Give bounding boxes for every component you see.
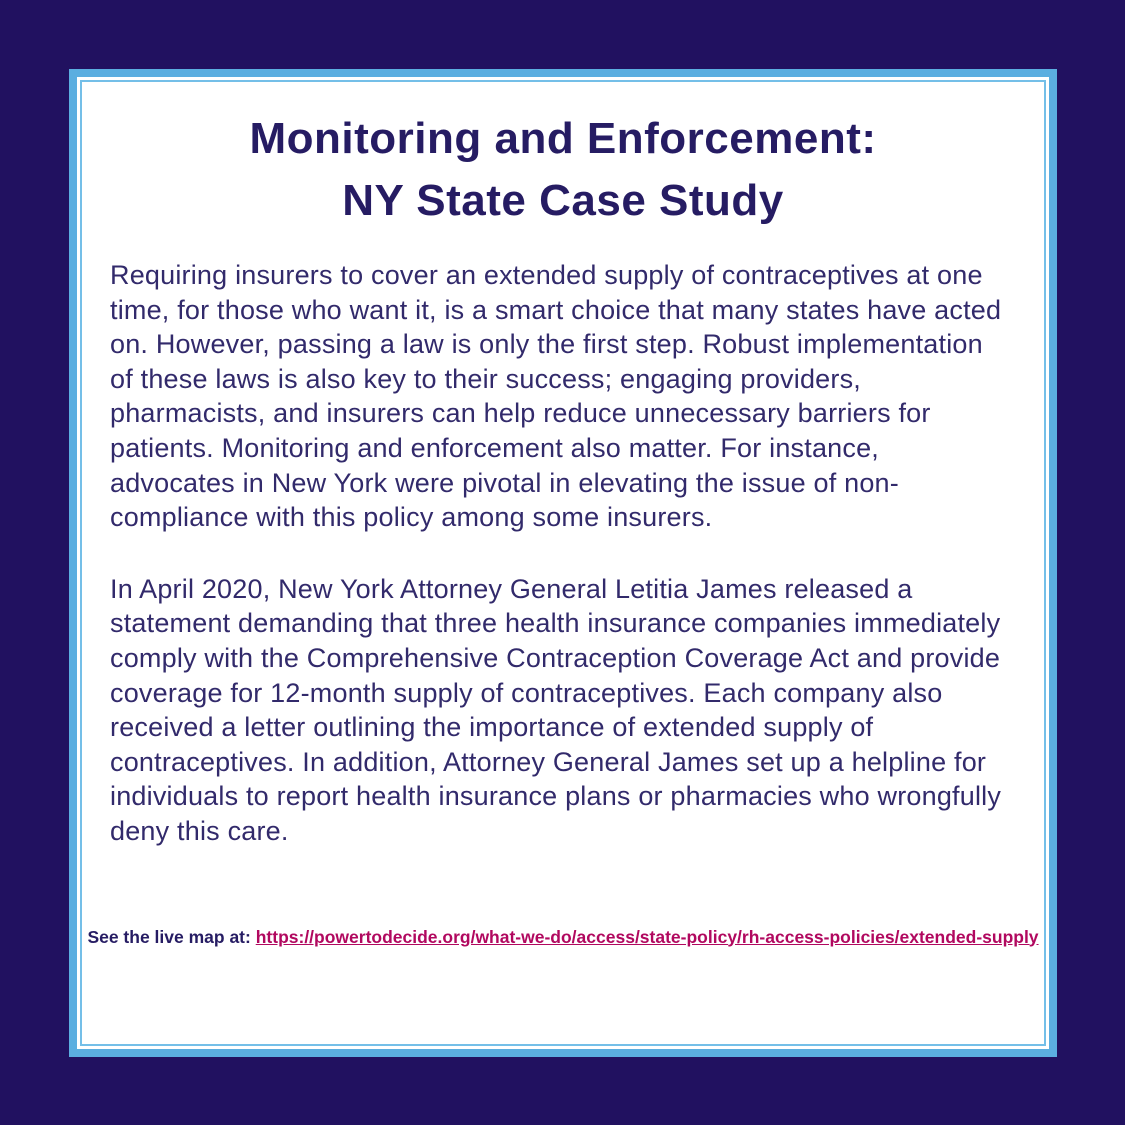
page-title [82, 108, 1044, 232]
paragraph-monitoring-enforcement: Requiring insurers to cover an extended supply of contraceptives at one time, for those who want it, is a smart choice that many states have acted on. However, passing a law is only the first step. Robust implementation of these laws is also key to their success; engaging providers, pharmacists, and insurers can help reduce unnecessary barriers for patients. Monitoring and enforcement also matter. For instance, advocates in New York were pivotal in elevating the issue of non-compliance with this policy among some insurers. [110, 260, 1002, 533]
footer-note [82, 927, 1044, 948]
page-title-line1: Monitoring and Enforcement: [249, 114, 877, 163]
case-study-card [69, 69, 1057, 1057]
footer-label: See the live map at: [87, 926, 251, 947]
page-title-line2: NY State Case Study [342, 176, 784, 225]
card-inner-border [80, 80, 1046, 1046]
paragraph-april-2020: In April 2020, New York Attorney General Letitia James released a statement demanding that three health insurance companies immediately comply with the Comprehensive Contraception Coverage Act and provide coverage for 12-month supply of contraceptives. Each company also received a letter outlining the importance of extended supply of contraceptives. In addition, Attorney General James set up a helpline for individuals to report health insurance plans or pharmacies who wrongfully deny this care. [110, 573, 1002, 846]
footer-link[interactable]: https://powertodecide.org/what-we-do/access/state-policy/rh-access-policies/extended-supply [255, 926, 1039, 947]
